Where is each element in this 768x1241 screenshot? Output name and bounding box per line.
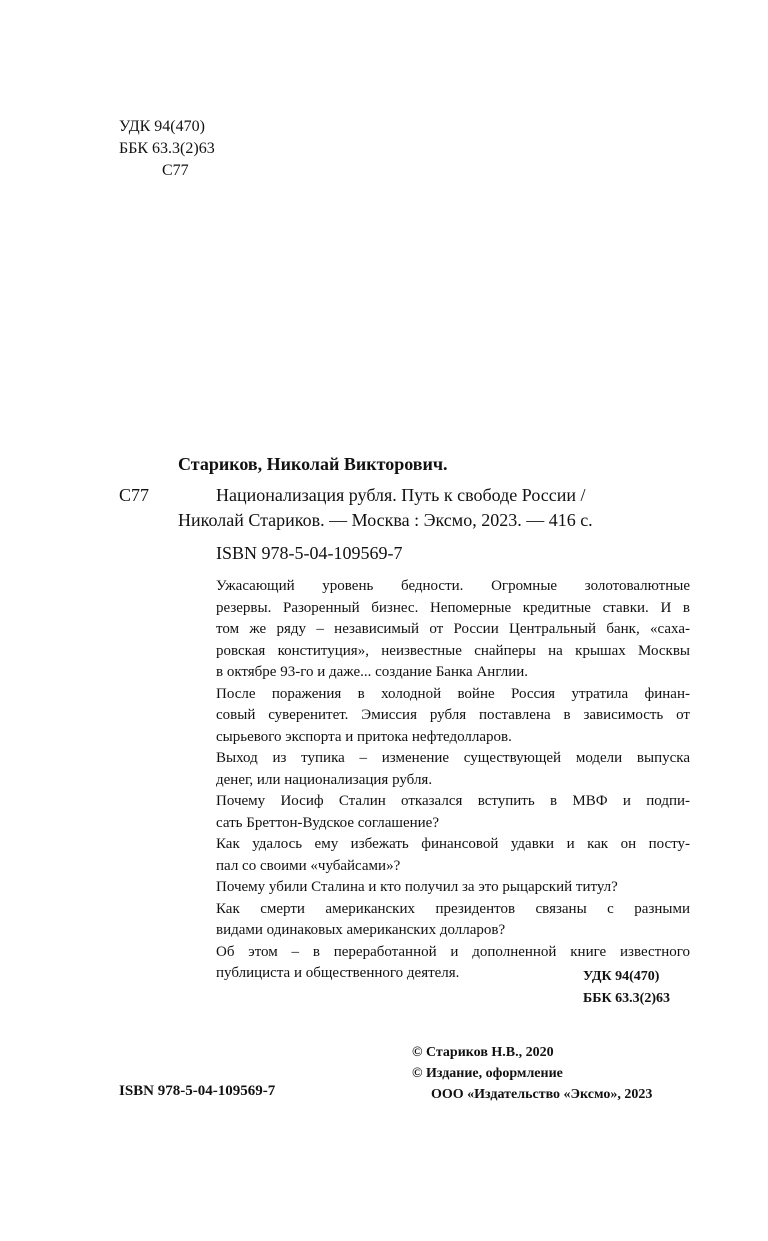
isbn-bottom: ISBN 978-5-04-109569-7 <box>119 1083 276 1099</box>
annotation-line: Выход из тупика – изменение существующей модели выпуска <box>216 750 690 766</box>
annotation-paragraph <box>178 791 690 834</box>
annotation-line: сырьевого экспорта и притока нефтедолларов. <box>216 728 512 745</box>
annotation-line: ровская конституция», неизвестные снайперы на крышах Москвы <box>216 642 690 659</box>
annotation-line: публициста и общественного деятеля. <box>216 965 460 981</box>
bottom-bbk-code: ББК 63.3(2)63 <box>583 991 670 1006</box>
copyright-author: © Стариков Н.В., 2020 <box>412 1045 554 1060</box>
annotation-line: том же ряду – независимый от России Центральный банк, «саха- <box>216 621 690 637</box>
record-cutter: С77 <box>119 485 150 505</box>
annotation-paragraph <box>178 877 690 899</box>
annotation-line: резервы. Разоренный бизнес. Непомерные кредитные ставки. И в <box>216 599 690 616</box>
annotation-paragraph <box>178 834 690 877</box>
bbk-code: ББК 63.3(2)63 <box>119 140 215 157</box>
annotation-line: сать Бреттон-Вудское соглашение? <box>216 814 440 831</box>
annotation-line: пал со своими «чубайсами»? <box>216 857 401 874</box>
author-heading: Стариков, Николай Викторович. <box>178 454 448 474</box>
copyright-publisher: ООО «Издательство «Эксмо», 2023 <box>431 1087 653 1102</box>
annotation-line: Почему Иосиф Сталин отказался вступить в МВФ и подпи- <box>216 793 690 809</box>
annotation-line: в октябре 93-го и даже... создание Банка Англии. <box>216 664 529 680</box>
annotation-line: денег, или национализация рубля. <box>216 771 433 788</box>
annotation-line: Об этом – в переработанной и дополненной книге известного <box>216 943 690 960</box>
udk-code: УДК 94(470) <box>119 118 205 135</box>
annotation-line: После поражения в холодной войне Россия утратила финан- <box>216 685 690 702</box>
cutter-code: С77 <box>162 162 189 179</box>
annotation-line: Ужасающий уровень бедности. Огромные золотовалютные <box>216 578 690 594</box>
annotation-paragraph <box>178 684 690 749</box>
annotation-line: Как удалось ему избежать финансовой удавки и как он посту- <box>216 836 690 852</box>
annotation <box>178 576 690 985</box>
annotation-line: Почему убили Сталина и кто получил за это рыцарский титул? <box>216 879 618 895</box>
annotation-paragraph <box>178 748 690 791</box>
annotation-line: Как смерти американских президентов связаны с разными <box>216 900 690 917</box>
copyright-edition: © Издание, оформление <box>412 1066 563 1081</box>
annotation-line: совый суверенитет. Эмиссия рубля поставлена в зависимость от <box>216 707 690 723</box>
annotation-paragraph <box>178 899 690 942</box>
record-isbn: ISBN 978-5-04-109569-7 <box>216 543 403 563</box>
annotation-paragraph <box>178 576 690 684</box>
title-line-1: Национализация рубля. Путь к свободе России / <box>216 485 586 505</box>
annotation-line: видами одинаковых американских долларов? <box>216 922 506 938</box>
bottom-udk-code: УДК 94(470) <box>583 969 660 984</box>
title-line-2: Николай Стариков. — Москва : Эксмо, 2023. — 416 с. <box>178 510 593 530</box>
